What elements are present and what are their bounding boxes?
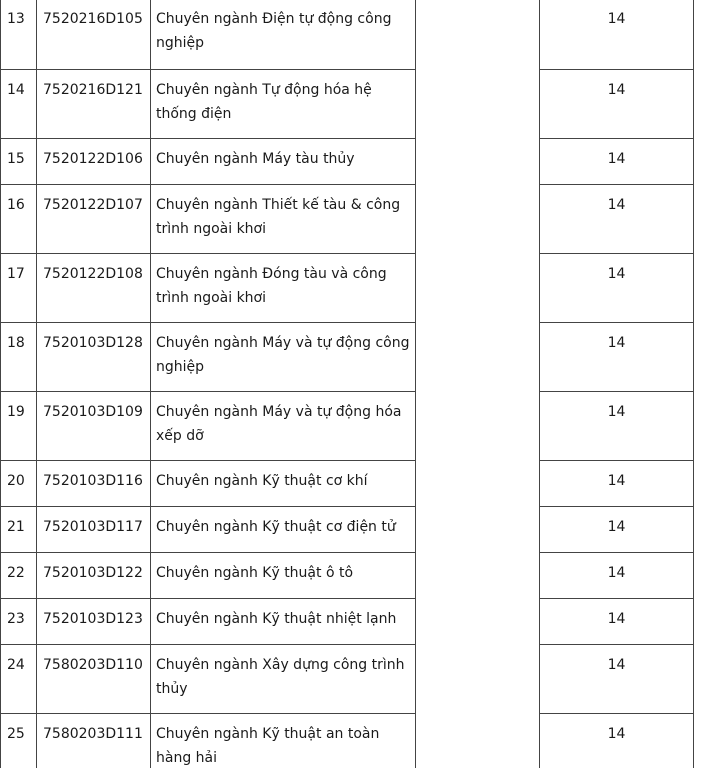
table-row [1,185,694,254]
major-code: 7520103D123 [37,599,151,645]
empty-cell [416,0,540,70]
empty-cell [416,185,540,254]
major-code: 7520216D121 [37,70,151,139]
empty-cell [416,599,540,645]
admission-score: 14 [540,185,694,254]
major-code: 7520103D109 [37,392,151,461]
major-name: Chuyên ngành Thiết kế tàu & công trình ngoài khơi [151,185,416,254]
admission-score: 14 [540,599,694,645]
major-name: Chuyên ngành Máy và tự động hóa xếp dỡ [151,392,416,461]
admission-score: 14 [540,392,694,461]
admission-score: 14 [540,0,694,70]
empty-cell [416,139,540,185]
table-row [1,139,694,185]
table-row [1,599,694,645]
table-row [1,254,694,323]
table-row [1,645,694,714]
empty-cell [416,645,540,714]
empty-cell [416,323,540,392]
admission-score: 14 [540,139,694,185]
row-number: 16 [1,185,37,254]
admission-score: 14 [540,254,694,323]
row-number: 22 [1,553,37,599]
major-code: 7520216D105 [37,0,151,70]
row-number: 19 [1,392,37,461]
row-number: 20 [1,461,37,507]
row-number: 17 [1,254,37,323]
empty-cell [416,70,540,139]
row-number: 24 [1,645,37,714]
major-name: Chuyên ngành Kỹ thuật cơ điện tử [151,507,416,553]
table-row [1,461,694,507]
major-code: 7520103D117 [37,507,151,553]
row-number: 13 [1,0,37,70]
table-row [1,70,694,139]
admission-score: 14 [540,323,694,392]
major-name: Chuyên ngành Kỹ thuật ô tô [151,553,416,599]
major-name: Chuyên ngành Máy và tự động công nghiệp [151,323,416,392]
table-row [1,553,694,599]
empty-cell [416,553,540,599]
major-code: 7580203D111 [37,714,151,768]
row-number: 15 [1,139,37,185]
row-number: 18 [1,323,37,392]
major-name: Chuyên ngành Kỹ thuật cơ khí [151,461,416,507]
major-code: 7520122D107 [37,185,151,254]
major-name: Chuyên ngành Tự động hóa hệ thống điện [151,70,416,139]
row-number: 21 [1,507,37,553]
major-name: Chuyên ngành Kỹ thuật nhiệt lạnh [151,599,416,645]
row-number: 23 [1,599,37,645]
major-name: Chuyên ngành Xây dựng công trình thủy [151,645,416,714]
admission-score: 14 [540,553,694,599]
admission-score: 14 [540,461,694,507]
major-code: 7520103D122 [37,553,151,599]
table-row [1,507,694,553]
major-code: 7520103D128 [37,323,151,392]
table-row [1,0,694,70]
major-code: 7520122D108 [37,254,151,323]
empty-cell [416,254,540,323]
admission-score: 14 [540,70,694,139]
major-name: Chuyên ngành Kỹ thuật an toàn hàng hải [151,714,416,768]
empty-cell [416,507,540,553]
table-row [1,323,694,392]
table-row [1,714,694,768]
major-name: Chuyên ngành Đóng tàu và công trình ngoài khơi [151,254,416,323]
empty-cell [416,714,540,768]
admission-score: 14 [540,507,694,553]
empty-cell [416,392,540,461]
admission-score: 14 [540,645,694,714]
row-number: 25 [1,714,37,768]
table-row [1,392,694,461]
row-number: 14 [1,70,37,139]
major-name: Chuyên ngành Điện tự động công nghiệp [151,0,416,70]
major-code: 7520103D116 [37,461,151,507]
major-name: Chuyên ngành Máy tàu thủy [151,139,416,185]
major-code: 7580203D110 [37,645,151,714]
table-body [1,0,694,768]
admission-score: 14 [540,714,694,768]
major-code: 7520122D106 [37,139,151,185]
empty-cell [416,461,540,507]
